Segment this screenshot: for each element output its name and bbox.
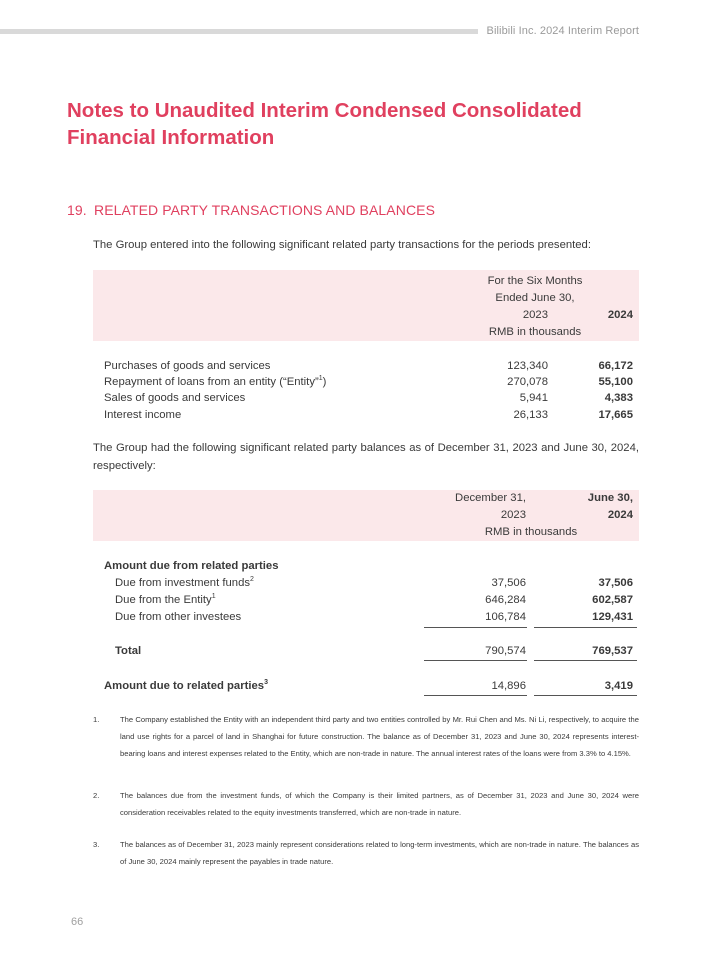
t2-row-label: Due from other investees bbox=[115, 611, 242, 623]
header-rule bbox=[0, 29, 478, 34]
t2-due-to-2024: 3,419 bbox=[604, 680, 633, 692]
subtotal-rule-2024 bbox=[534, 627, 637, 628]
t1-row-2023: 123,340 bbox=[507, 360, 548, 372]
t2-header-col1-line2: 2023 bbox=[500, 509, 526, 521]
t2-due-to-label: Amount due to related parties$^3$ bbox=[104, 679, 268, 692]
t1-row-2024: 17,665 bbox=[598, 409, 633, 421]
t2-row-label: Due from investment funds$^2$ bbox=[115, 576, 254, 589]
t1-row-2023: 5,941 bbox=[519, 392, 548, 404]
t2-group-title: Amount due from related parties bbox=[104, 560, 279, 572]
t2-header-col1-line1: December 31, bbox=[455, 492, 526, 504]
subtotal-rule-2023 bbox=[424, 627, 527, 628]
total-rule-2024 bbox=[534, 660, 637, 661]
due-to-rule-2024 bbox=[534, 695, 637, 696]
t1-header-line2: Ended June 30, bbox=[495, 292, 575, 304]
footnote-text: The balances due from the investment funds, of which the Company is their limited partners, as of December 31, 2023 and June 30, 2024 were consideration receivables related to the equity investments transferred, which are non-trade in nature. bbox=[120, 791, 639, 817]
t2-total-label: Total bbox=[115, 645, 142, 657]
section-number: 19. bbox=[67, 202, 87, 218]
t1-row-label: Sales of goods and services bbox=[104, 392, 246, 404]
page-title bbox=[67, 97, 667, 151]
footnote-number: 1. bbox=[93, 715, 100, 724]
t1-row-label: Purchases of goods and services bbox=[104, 360, 271, 372]
t1-header-unit: RMB in thousands bbox=[488, 326, 582, 338]
t1-row-label: Interest income bbox=[104, 409, 182, 421]
section-title: RELATED PARTY TRANSACTIONS AND BALANCES bbox=[94, 202, 436, 218]
t1-row-2024: 55,100 bbox=[598, 376, 633, 388]
t2-row-2023: 37,506 bbox=[491, 577, 526, 589]
t1-row-2023: 270,078 bbox=[507, 376, 548, 388]
footnote-text: The balances as of December 31, 2023 mainly represent considerations related to long-term investments, which are non-trade in nature. The balances as of June 30, 2024 mainly represent the payables in trade nature. bbox=[120, 840, 639, 866]
running-header: Bilibili Inc. 2024 Interim Report bbox=[486, 25, 639, 37]
footnote-text: The Company established the Entity with an independent third party and two entities controlled by Mr. Rui Chen and Ms. Ni Li, respectively, to acquire the land use rights for a parcel of land in Shanghai for future construction. The balance as of December 31, 2023 and June 30, 2024 represents interest-bearing loans and interest expenses related to the Entity, which are non-trade in nature. The annual interest rates of the loans were from 3.3% to 4.15%. bbox=[120, 715, 639, 758]
total-rule-2023 bbox=[424, 660, 527, 661]
t2-row-2024: 602,587 bbox=[592, 594, 633, 606]
due-to-rule-2023 bbox=[424, 695, 527, 696]
t1-header-2024: 2024 bbox=[607, 309, 633, 321]
t2-due-to-2023: 14,896 bbox=[491, 680, 526, 692]
footnote bbox=[93, 787, 639, 821]
t2-header-col2-line2: 2024 bbox=[607, 509, 633, 521]
page-title-line-1: Notes to Unaudited Interim Condensed Consolidated bbox=[67, 99, 582, 122]
t2-row-2023: 106,784 bbox=[485, 611, 526, 623]
t2-row-2024: 129,431 bbox=[592, 611, 633, 623]
t2-row-2023: 646,284 bbox=[485, 594, 526, 606]
t1-row-label: Repayment of loans from an entity (“Entity”$^1$) bbox=[104, 375, 327, 388]
footnote-number: 2. bbox=[93, 791, 100, 800]
t2-header-col2-line1: June 30, bbox=[587, 492, 633, 504]
footnote bbox=[93, 711, 639, 762]
page-title-line-2: Financial Information bbox=[67, 126, 275, 149]
t2-row-2024: 37,506 bbox=[598, 577, 633, 589]
t1-row-2023: 26,133 bbox=[513, 409, 548, 421]
t1-row-2024: 4,383 bbox=[604, 392, 633, 404]
t2-total-2024: 769,537 bbox=[592, 645, 633, 657]
intro-transactions: The Group entered into the following significant related party transactions for the periods presented: bbox=[93, 239, 591, 251]
t2-total-2023: 790,574 bbox=[485, 645, 526, 657]
page-number: 66 bbox=[71, 916, 84, 928]
t2-header-unit: RMB in thousands bbox=[484, 526, 578, 538]
section-heading bbox=[67, 202, 435, 218]
t1-header-line1: For the Six Months bbox=[487, 275, 583, 287]
footnote-number: 3. bbox=[93, 840, 100, 849]
footnote bbox=[93, 836, 639, 870]
intro-balances: The Group had the following significant related party balances as of December 31, 2023 and June 30, 2024, respectively: bbox=[93, 442, 639, 472]
t2-row-label: Due from the Entity$^1$ bbox=[115, 593, 216, 606]
t1-header-2023: 2023 bbox=[522, 309, 548, 321]
t1-row-2024: 66,172 bbox=[598, 360, 633, 372]
